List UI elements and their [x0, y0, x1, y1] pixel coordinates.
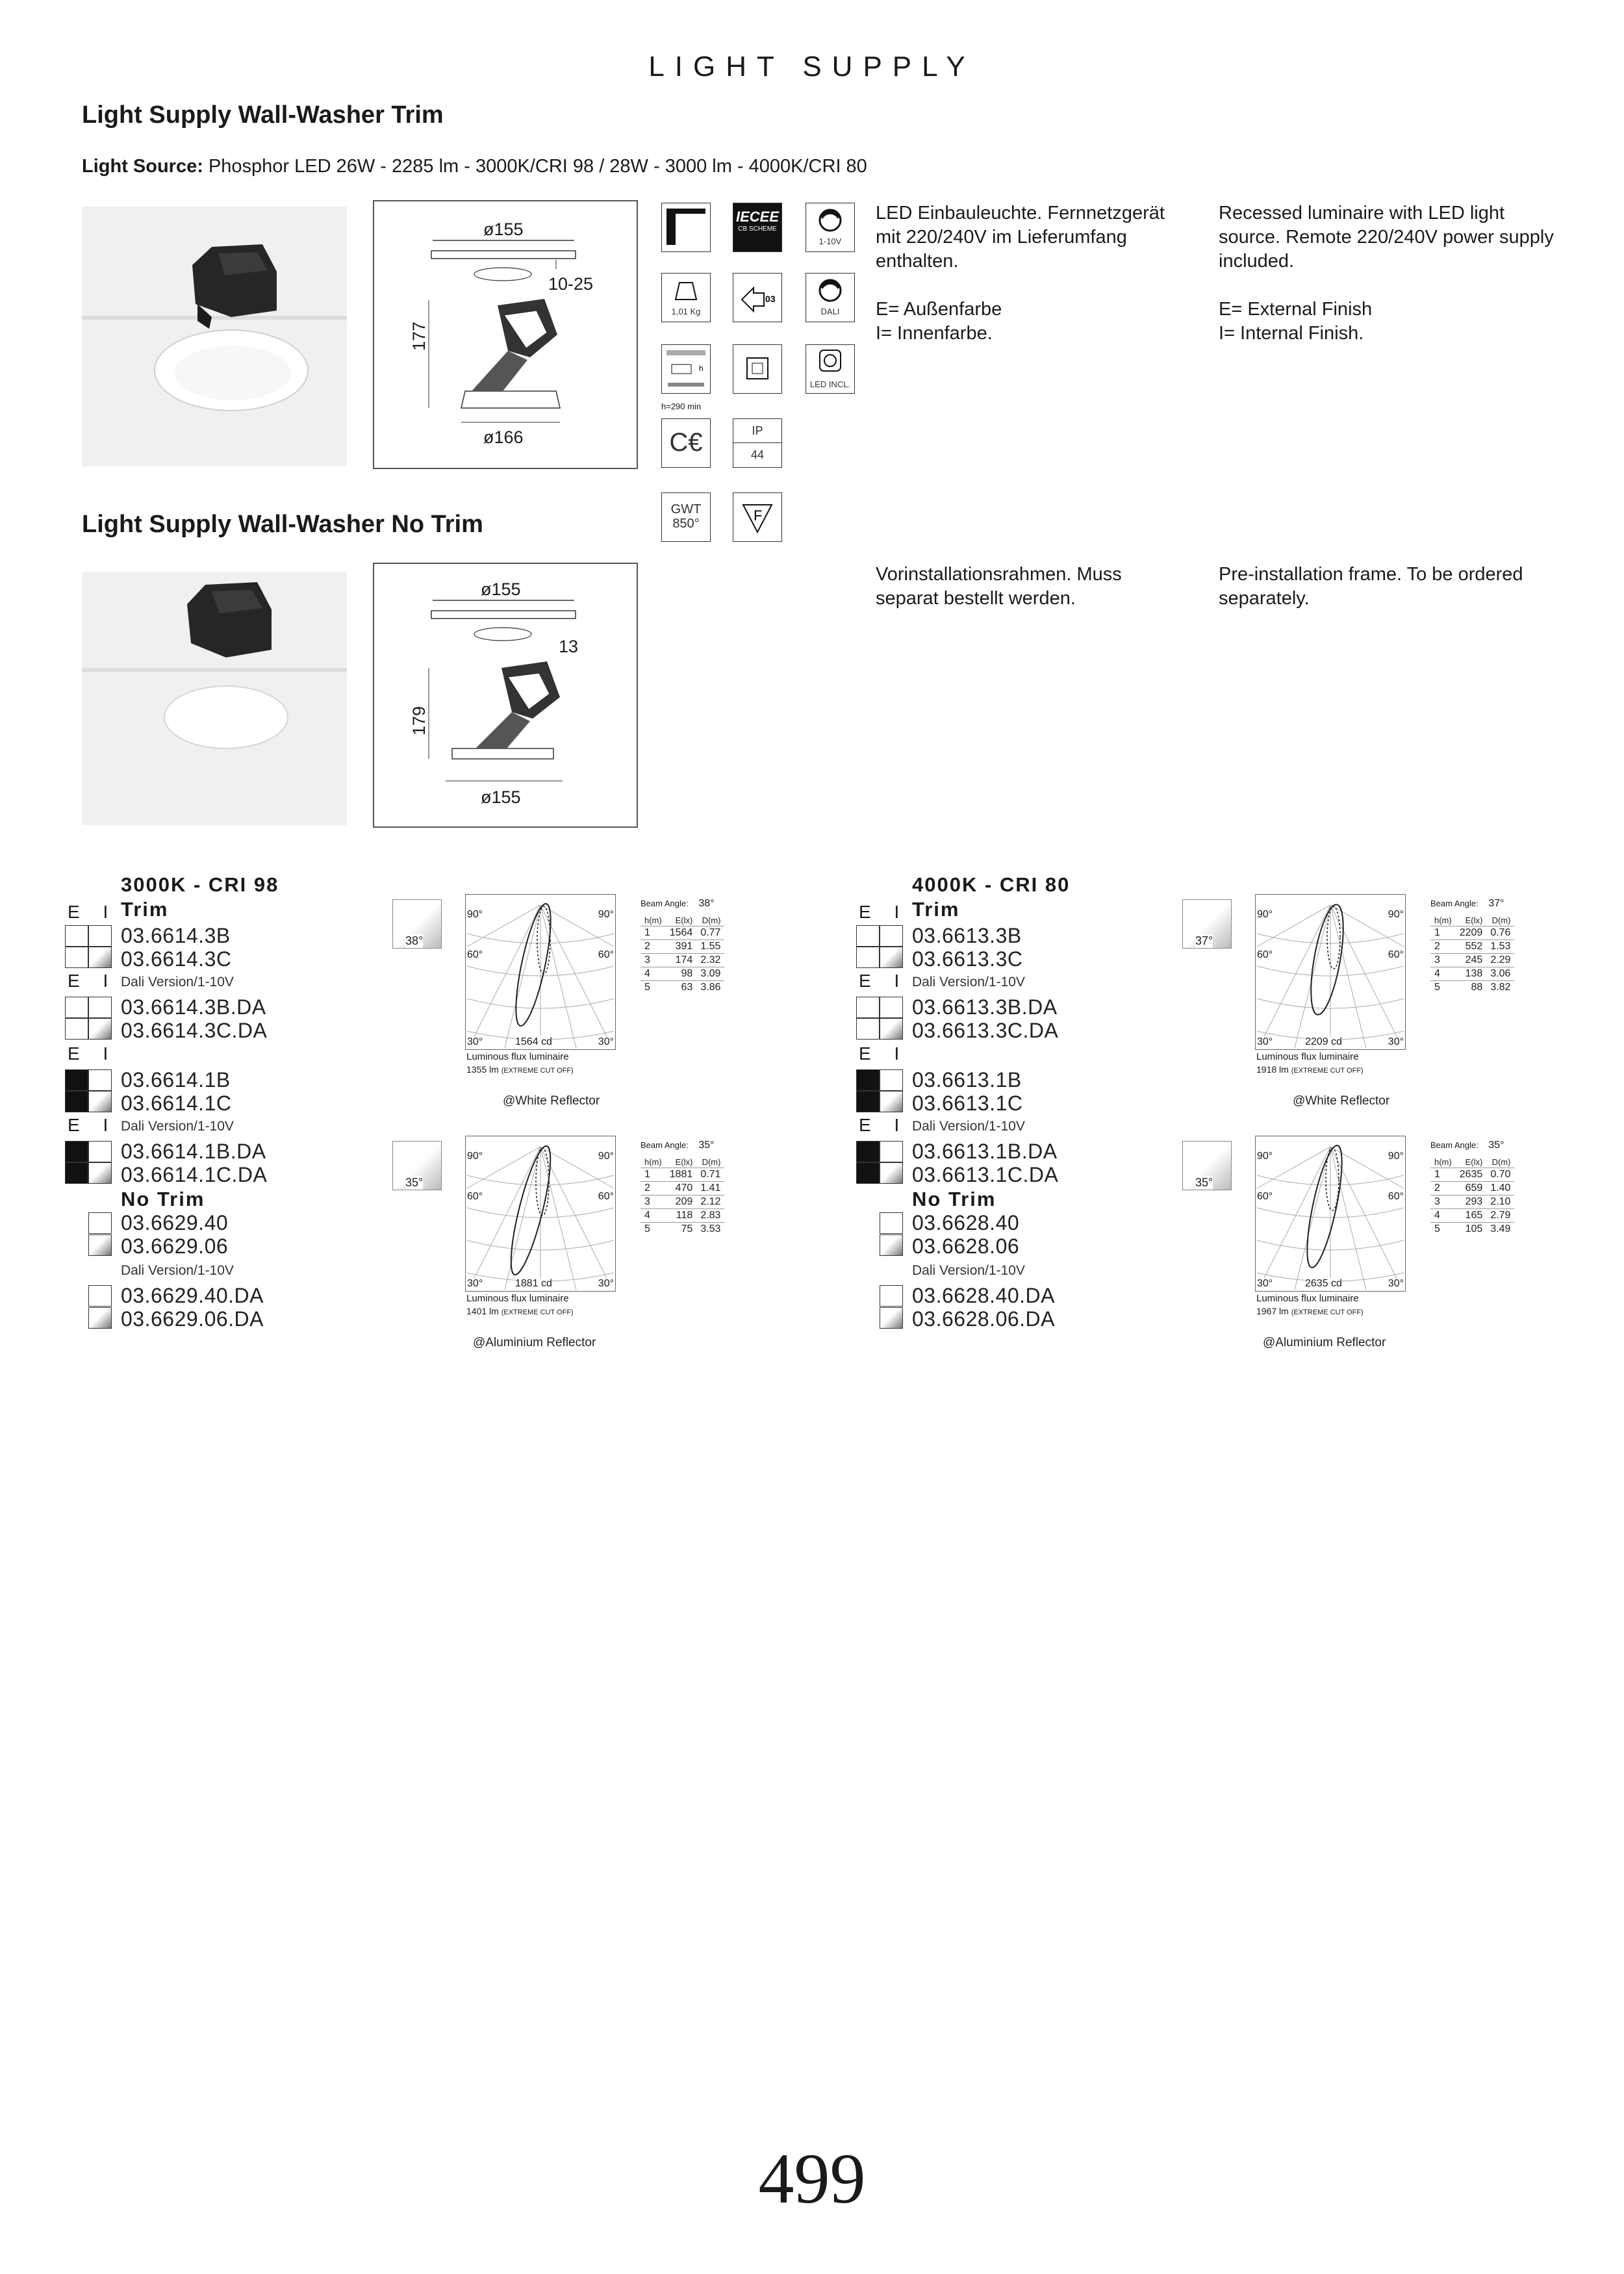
- beam-angle-badge: 35°: [1195, 1176, 1213, 1189]
- column-heading: 4000K - CRI 80: [912, 873, 1071, 896]
- product-code[interactable]: 03.6629.06.DA: [121, 1307, 264, 1331]
- table-row: 2 391 1.55: [641, 940, 724, 954]
- table-row: 3 293 2.10: [1430, 1195, 1514, 1209]
- reflector-label: @White Reflector: [503, 1094, 600, 1108]
- column-heading: 3000K - CRI 98: [121, 873, 279, 896]
- beam-angle-badge: 38°: [405, 934, 424, 947]
- photometry-block: [392, 894, 756, 1121]
- finish-columns-label: E I: [859, 1115, 909, 1135]
- ip-rating-badge: IP 44: [733, 418, 782, 468]
- reflector-label: @Aluminium Reflector: [1263, 1336, 1386, 1349]
- trim-label: Trim: [121, 898, 169, 921]
- table-row: 5 105 3.49: [1434, 1223, 1511, 1234]
- finish-swatch-white: [856, 925, 880, 947]
- variants-3000k: [65, 873, 403, 1354]
- finish-swatch-white: [880, 1069, 903, 1091]
- pre-install-description-en: Pre-installation frame. To be ordered separately.: [1219, 564, 1523, 609]
- dali-version-label: Dali Version/1-10V: [912, 1263, 1025, 1278]
- table-row: 3 245 2.29: [1430, 954, 1514, 967]
- flux-value: 1918 lm (EXTREME CUT OFF): [1256, 1064, 1364, 1075]
- product-code[interactable]: 03.6628.06.DA: [912, 1307, 1055, 1331]
- finish-swatch-chrome: [88, 1091, 112, 1112]
- product-code[interactable]: 03.6629.40: [121, 1211, 229, 1234]
- table-row: 4 165 2.79: [1430, 1209, 1514, 1223]
- finish-swatch-white: [856, 947, 880, 968]
- finish-swatch-black: [856, 1069, 880, 1091]
- dimension-top-diameter: ø155: [481, 580, 521, 599]
- finish-swatch-white: [880, 1212, 903, 1234]
- iecee-cb-scheme-icon: IECEE CB SCHEME: [733, 203, 782, 252]
- section-title-no-trim: Light Supply Wall-Washer No Trim: [82, 511, 483, 538]
- finish-columns-label: E I: [68, 902, 118, 922]
- finish-swatch-chrome: [88, 1234, 112, 1256]
- pre-install-description-de: Vorinstallationsrahmen. Muss separat bestellt werden.: [876, 564, 1122, 609]
- dimension-bottom-diameter: ø155: [481, 787, 521, 807]
- finish-swatch-chrome: [880, 947, 903, 968]
- finish-swatch-black: [856, 1141, 880, 1162]
- photometry-block: [392, 1136, 756, 1363]
- illuminance-table: h(m) E(lx) D(m) 1 2209 0.76 2 552 1.53 3 245 2.29 4 138 3.06 5 88 3.82: [1430, 915, 1514, 994]
- product-photo-no-trim: [82, 572, 347, 825]
- dali-version-label: Dali Version/1-10V: [121, 975, 234, 990]
- table-row: 2 470 1.41: [641, 1182, 724, 1195]
- finish-swatch-chrome: [88, 1162, 112, 1184]
- led-included-icon: LED INCL.: [806, 344, 855, 394]
- photometry-block: [1182, 1136, 1546, 1363]
- table-row: 3 174 2.32: [641, 954, 724, 967]
- table-row: 1 2209 0.76: [1430, 926, 1514, 940]
- table-row: 1 2635 0.70: [1430, 1168, 1514, 1182]
- product-code[interactable]: 03.6614.3B.DA: [121, 995, 266, 1019]
- weight-icon: 1,01 Kg: [661, 273, 711, 322]
- page-number: 499: [758, 2139, 866, 2218]
- polar-diagram: 90° 90° 60° 60° 30° 30° 1564 cd: [465, 894, 616, 1050]
- flux-value: 1401 lm (EXTREME CUT OFF): [466, 1306, 574, 1316]
- flux-label: Luminous flux luminaire: [1256, 1293, 1359, 1304]
- product-code[interactable]: 03.6613.3C.DA: [912, 1019, 1059, 1042]
- beam-angle-badge: 37°: [1195, 934, 1213, 947]
- dali-icon: DALI: [806, 273, 855, 322]
- technical-drawing-trim: [373, 200, 638, 469]
- finish-swatch-chrome: [880, 1234, 903, 1256]
- dimension-height: 177: [409, 321, 429, 351]
- product-photo-trim: [82, 207, 347, 466]
- finish-swatch-black: [856, 1162, 880, 1184]
- page-header: LIGHT SUPPLY: [648, 51, 976, 83]
- product-code[interactable]: 03.6614.3B: [121, 924, 231, 947]
- finish-swatch-white: [88, 1069, 112, 1091]
- product-code[interactable]: 03.6629.06: [121, 1234, 229, 1258]
- no-trim-label: No Trim: [121, 1188, 205, 1210]
- finish-swatch-white: [880, 1141, 903, 1162]
- flux-label: Luminous flux luminaire: [1256, 1051, 1359, 1062]
- ce-mark-icon: C€: [661, 418, 711, 468]
- trim-label: Trim: [912, 898, 960, 921]
- table-row: 3 209 2.12: [641, 1195, 724, 1209]
- finish-swatch-white: [88, 997, 112, 1018]
- description-en: Recessed luminaire with LED light source. Remote 220/240V power supply included.: [1219, 203, 1554, 272]
- dimension-depth: 13: [559, 637, 579, 656]
- product-code[interactable]: 03.6614.3C.DA: [121, 1019, 268, 1042]
- finish-swatch-chrome: [88, 1018, 112, 1040]
- light-source-label: Light Source:: [82, 156, 203, 177]
- product-code[interactable]: 03.6628.40: [912, 1211, 1020, 1234]
- finish-columns-label: E I: [859, 902, 909, 922]
- product-code[interactable]: 03.6613.3B.DA: [912, 995, 1058, 1019]
- svg-text:F: F: [754, 507, 763, 524]
- finish-swatch-white: [88, 925, 112, 947]
- table-row: 4 138 3.06: [1430, 967, 1514, 981]
- dali-version-label: Dali Version/1-10V: [121, 1263, 234, 1278]
- finish-columns-label: E I: [68, 1115, 118, 1135]
- finish-columns-label: E I: [859, 1043, 909, 1064]
- finish-swatch-black: [65, 1162, 88, 1184]
- finish-legend-de: E= Außenfarbe I= Innenfarbe.: [876, 299, 1002, 344]
- product-code[interactable]: 03.6613.1C.DA: [912, 1163, 1059, 1186]
- table-row: 2 659 1.40: [1430, 1182, 1514, 1195]
- table-row: 1 1564 0.77: [641, 926, 724, 940]
- product-code[interactable]: 03.6613.3C: [912, 947, 1023, 971]
- product-code[interactable]: 03.6613.1C: [912, 1092, 1023, 1115]
- peak-intensity: 2635 cd: [1305, 1278, 1342, 1289]
- beam-angle-label: Beam Angle: 38°: [641, 898, 715, 909]
- square-trim-icon: [733, 344, 782, 394]
- product-code[interactable]: 03.6628.06: [912, 1234, 1020, 1258]
- photometry-block: [1182, 894, 1546, 1121]
- recessed-icon: [661, 203, 711, 252]
- table-row: 1 1881 0.71: [641, 1168, 724, 1182]
- illuminance-table: h(m) E(lx) D(m) 1 1881 0.71 2 470 1.41 3 209 2.12 4 118 2.83 5 75 3.53: [641, 1156, 724, 1236]
- product-code[interactable]: 03.6613.1B: [912, 1068, 1022, 1092]
- description-de: LED Einbauleuchte. Fernnetzgerät mit 220/240V im Lieferumfang enthalten.: [876, 203, 1165, 272]
- peak-intensity: 2209 cd: [1305, 1036, 1342, 1047]
- technical-drawing-no-trim: [373, 563, 638, 828]
- svg-text:h: h: [699, 364, 704, 373]
- table-row: 5 88 3.82: [1434, 982, 1511, 993]
- flux-value: 1355 lm (EXTREME CUT OFF): [466, 1064, 574, 1075]
- finish-swatch-white: [856, 997, 880, 1018]
- installation-height-icon: [661, 344, 711, 394]
- finish-swatch-white: [880, 925, 903, 947]
- finish-swatch-black: [65, 1069, 88, 1091]
- finish-swatch-white: [88, 1212, 112, 1234]
- table-row: 4 98 3.09: [641, 967, 724, 981]
- light-source-value: Phosphor LED 26W - 2285 lm - 3000K/CRI 98 / 28W - 3000 lm - 4000K/CRI 80: [203, 156, 867, 177]
- finish-swatch-chrome: [880, 1018, 903, 1040]
- illuminance-table: h(m) E(lx) D(m) 1 2635 0.70 2 659 1.40 3 293 2.10 4 165 2.79 5 105 3.49: [1430, 1156, 1514, 1236]
- finish-swatch-white: [65, 1018, 88, 1040]
- polar-diagram: 90° 90° 60° 60° 30° 30° 1881 cd: [465, 1136, 616, 1292]
- product-code[interactable]: 03.6614.1C.DA: [121, 1163, 268, 1186]
- table-row: 5 63 3.86: [644, 982, 721, 993]
- no-trim-label: No Trim: [912, 1188, 996, 1210]
- table-row: 2 552 1.53: [1430, 940, 1514, 954]
- svg-text:03: 03: [765, 294, 776, 304]
- finish-columns-label: E I: [859, 971, 909, 991]
- finish-swatch-white: [880, 1285, 903, 1307]
- reflector-label: @Aluminium Reflector: [473, 1336, 596, 1349]
- finish-swatch-chrome: [880, 1307, 903, 1329]
- product-code[interactable]: 03.6614.1C: [121, 1092, 232, 1115]
- table-row: 4 118 2.83: [641, 1209, 724, 1223]
- product-code[interactable]: 03.6629.40.DA: [121, 1284, 264, 1307]
- flux-value: 1967 lm (EXTREME CUT OFF): [1256, 1306, 1364, 1316]
- peak-intensity: 1881 cd: [515, 1278, 552, 1289]
- beam-angle-label: Beam Angle: 35°: [1430, 1140, 1504, 1151]
- min-height-label: h=290 min: [661, 402, 702, 411]
- flux-label: Luminous flux luminaire: [466, 1293, 569, 1304]
- light-source: [82, 156, 867, 177]
- beam-angle-badge: 35°: [405, 1176, 424, 1189]
- polar-diagram: 90° 90° 60° 60° 30° 30° 2209 cd: [1255, 894, 1406, 1050]
- dali-version-label: Dali Version/1-10V: [121, 1119, 234, 1134]
- finish-swatch-white: [880, 997, 903, 1018]
- finish-legend-en: E= External Finish I= Internal Finish.: [1219, 299, 1373, 344]
- finish-swatch-black: [65, 1091, 88, 1112]
- insulation-class-icon: [733, 273, 782, 322]
- finish-swatch-white: [88, 1285, 112, 1307]
- dimension-bottom-diameter: ø166: [483, 428, 524, 447]
- glow-wire-test-icon: GWT 850°: [661, 492, 711, 542]
- finish-columns-label: E I: [68, 971, 118, 991]
- dimension-height: 179: [409, 706, 429, 735]
- dali-version-label: Dali Version/1-10V: [912, 975, 1025, 990]
- polar-diagram: 90° 90° 60° 60° 30° 30° 2635 cd: [1255, 1136, 1406, 1292]
- finish-swatch-white: [65, 997, 88, 1018]
- beam-angle-label: Beam Angle: 37°: [1430, 898, 1504, 909]
- peak-intensity: 1564 cd: [515, 1036, 552, 1047]
- dali-version-label: Dali Version/1-10V: [912, 1119, 1025, 1134]
- finish-swatch-white: [88, 1141, 112, 1162]
- product-code[interactable]: 03.6613.3B: [912, 924, 1022, 947]
- reflector-label: @White Reflector: [1293, 1094, 1390, 1108]
- f-mark-icon: [733, 492, 782, 542]
- dimension-top-diameter: ø155: [483, 220, 524, 239]
- finish-swatch-white: [65, 947, 88, 968]
- flux-label: Luminous flux luminaire: [466, 1051, 569, 1062]
- variants-4000k: [856, 873, 1194, 1354]
- finish-swatch-black: [65, 1141, 88, 1162]
- table-row: 5 75 3.53: [644, 1223, 721, 1234]
- finish-swatch-white: [65, 925, 88, 947]
- beam-angle-label: Beam Angle: 35°: [641, 1140, 715, 1151]
- section-title-trim: Light Supply Wall-Washer Trim: [82, 101, 444, 129]
- product-code[interactable]: 03.6614.1B: [121, 1068, 231, 1092]
- finish-swatch-chrome: [880, 1091, 903, 1112]
- product-code[interactable]: 03.6614.1B.DA: [121, 1140, 266, 1163]
- finish-swatch-chrome: [880, 1162, 903, 1184]
- dimmable-1-10v-icon: 1-10V: [806, 203, 855, 252]
- finish-swatch-chrome: [88, 947, 112, 968]
- finish-swatch-white: [856, 1018, 880, 1040]
- illuminance-table: h(m) E(lx) D(m) 1 1564 0.77 2 391 1.55 3 174 2.32 4 98 3.09 5 63 3.86: [641, 915, 724, 994]
- product-code[interactable]: 03.6628.40.DA: [912, 1284, 1055, 1307]
- finish-swatch-black: [856, 1091, 880, 1112]
- finish-swatch-chrome: [88, 1307, 112, 1329]
- finish-columns-label: E I: [68, 1043, 118, 1064]
- product-code[interactable]: 03.6613.1B.DA: [912, 1140, 1058, 1163]
- product-code[interactable]: 03.6614.3C: [121, 947, 232, 971]
- dimension-depth: 10-25: [548, 274, 594, 294]
